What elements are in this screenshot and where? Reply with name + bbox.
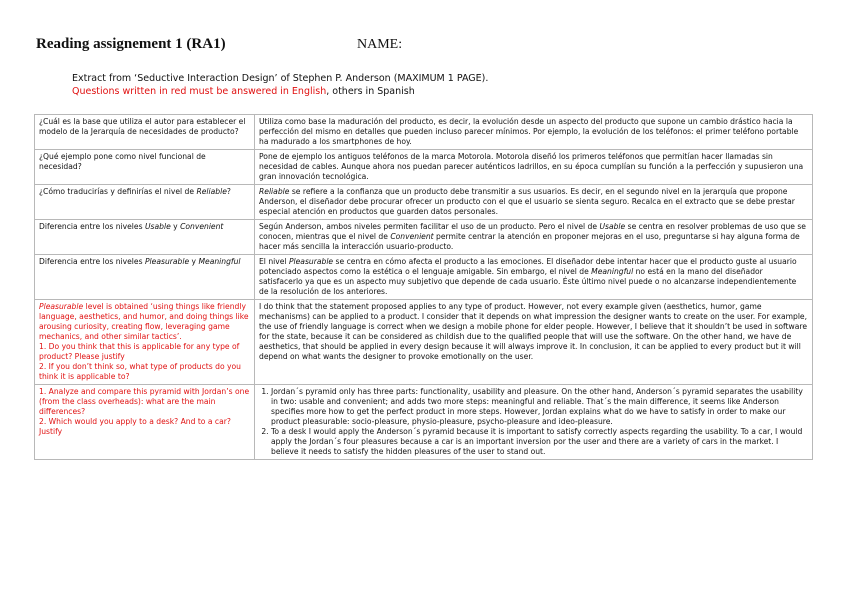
table-row [35,115,813,150]
answer-text: se centra en cómo afecta el producto a las emociones. El diseñador debe intentar hacer que el producto guste al usuario potenciado aspectos como la estética o el lenguaje amigable. Sin embargo, el nivel de [259,257,797,276]
document-title: Reading assignement 1 (RA1) [36,36,226,52]
qa-table [34,114,813,460]
answer-cell: Utiliza como base la maduración del producto, es decir, la evolución desde un aspecto del producto que supone un cambio drástico hacia la perfección del mismo en detalles que pueden incluso parecer mínimos. Por ejemplo, la evolución de los teléfonos: el primer teléfono portable ha madurado a los smartphones de hoy. [255,115,813,150]
table-row [35,220,813,255]
answer-term: Convenient [390,232,434,241]
table-row [35,255,813,300]
intro-red-text: Questions written in red must be answered in English [72,86,327,97]
answer-text: permite centrar la atención en proponer mejoras en el uso, preguntarse si hay alguna forma de hacer más sencilla la interacción usuario-producto. [259,232,800,251]
intro-line-2 [72,85,488,98]
intro-rest-text: , others in Spanish [326,86,415,97]
table-row [35,300,813,385]
question-cell [35,220,255,255]
question-text: y [170,222,181,231]
answer-text: El nivel [259,257,289,266]
answer-term: Meaningful [591,267,634,276]
name-label: NAME: [357,37,403,52]
answer-list-item: 1. Jordan´s pyramid only has three parts: functionality, usability and pleasure. On the other hand, Anderson´s pyramid separates the usability in two: usable and convenient; and adds two more steps: meaningful and reliable. That´s the main difference, it seems like Anderson specifies more how to get the perfect product in more steps. However, Jordan explains what do we have to satisfy in order to make our product pleasurable: socio-pleasure, physio-pleasure, psycho-pleasure and ideo-pleasure. [271,387,808,427]
answer-list-item: 2. To a desk I would apply the Anderson´s pyramid because it is important to satisfy correctly aspects regarding the usability. To a car, I would apply the Jordan´s four pleasures because a car is an important inversion por the user and there are a variety of cars in the market. I believe it needs to satisfy the hidden pleasures of the user to stand out. [271,427,808,457]
question-cell: ¿Cuál es la base que utiliza el autor para establecer el modelo de la Jerarquía de necesidades de producto? [35,115,255,150]
question-sub-1: 1. Do you think that this is applicable for any type of product? Please justify [39,342,240,361]
question-sub-1: 1. Analyze and compare this pyramid with Jordan’s one (from the class overheads): what are the main differences? [39,387,250,416]
question-cell [35,185,255,220]
question-text: level is obtained ‘using things like friendly language, aesthetics, and humor, and doing things like arousing curiosity, creating flow, leveraging game mechanics, and other similar tactics’. [39,302,249,341]
answer-text: se centra en resolver problemas de uso que se conocen, mientras que el nivel de [259,222,806,241]
answer-text: no está en la mano del diseñador satisfacerlo ya que es un aspecto muy subjetivo que depende de cada usuario. Éste último nivel puede o no alcanzarse independientemente de la resolución de los anteriores. [259,267,797,296]
question-text: Diferencia entre los niveles [39,257,145,266]
question-cell [35,385,255,460]
answer-cell [255,385,813,460]
question-sub-2: 2. If you don’t think so, what type of products do you think it is applicable to? [39,362,241,381]
answer-text: se refiere a la confianza que un producto debe transmitir a sus usuarios. Es decir, en el segundo nivel en la jerarquía que propone Anderson, el diseñador debe procurar ofrecer un producto con el que el usuario se sienta seguro. Recalca en el extracto que se debe prestar especial atención en productos que guarden datos personales. [259,187,795,216]
question-text [39,302,250,342]
answer-term: Pleasurable [288,257,334,266]
answer-cell [255,220,813,255]
answer-cell [255,255,813,300]
answer-cell: Pone de ejemplo los antiguos teléfonos de la marca Motorola. Motorola diseñó los primeros teléfonos que permitían hacer llamadas sin necesidad de cables. Aunque ahora nos puedan parecer auténticos ladrillos, en su época cumplían su función a la perfección y supusieron una gran innovación tecnológica. [255,150,813,185]
question-sub-2: 2. Which would you apply to a desk? And to a car? Justify [39,417,231,436]
question-term: Convenient [180,222,224,231]
answer-term: Reliable [259,187,290,196]
question-text: Diferencia entre los niveles [39,222,145,231]
answer-cell [255,185,813,220]
table-row [35,385,813,460]
answer-term: Usable [599,222,626,231]
answer-list [259,387,808,457]
question-cell: ¿Qué ejemplo pone como nivel funcional de necesidad? [35,150,255,185]
question-term: Reliable [196,187,227,196]
answer-cell: I do think that the statement proposed applies to any type of product. However, not every example given (aesthetics, humor, game mechanisms) can be applied to a product. I consider that it depends on what impression the designer wants to create on the user. For example, the use of friendly language is correct when we design a mobile phone for elder people. However, I believe that it shouldn’t be used in software for the state, because it can be considered as childish due to the qualified people that will use the software. On the other hand, we have de aesthetics, that should be applied in every design because it will always improve it. In conclusion, it can be applied to every product but it will depend on what wants the designer to provoke emotionally on the user. [255,300,813,385]
question-term: Usable [144,222,171,231]
question-cell [35,300,255,385]
answer-text: Según Anderson, ambos niveles permiten facilitar el uso de un producto. Pero el nivel de [259,222,600,231]
question-term: Pleasurable [144,257,190,266]
table-row [35,185,813,220]
question-cell [35,255,255,300]
question-text: ? [226,187,231,196]
intro-line-1: Extract from ‘Seductive Interaction Design’ of Stephen P. Anderson (MAXIMUM 1 PAGE). [72,73,489,84]
table-row [35,150,813,185]
question-term: Pleasurable [39,302,84,311]
intro [72,72,488,98]
question-text: ¿Cómo traducirías y definirías el nivel de [39,187,197,196]
question-text: y [189,257,199,266]
question-term: Meaningful [198,257,241,266]
